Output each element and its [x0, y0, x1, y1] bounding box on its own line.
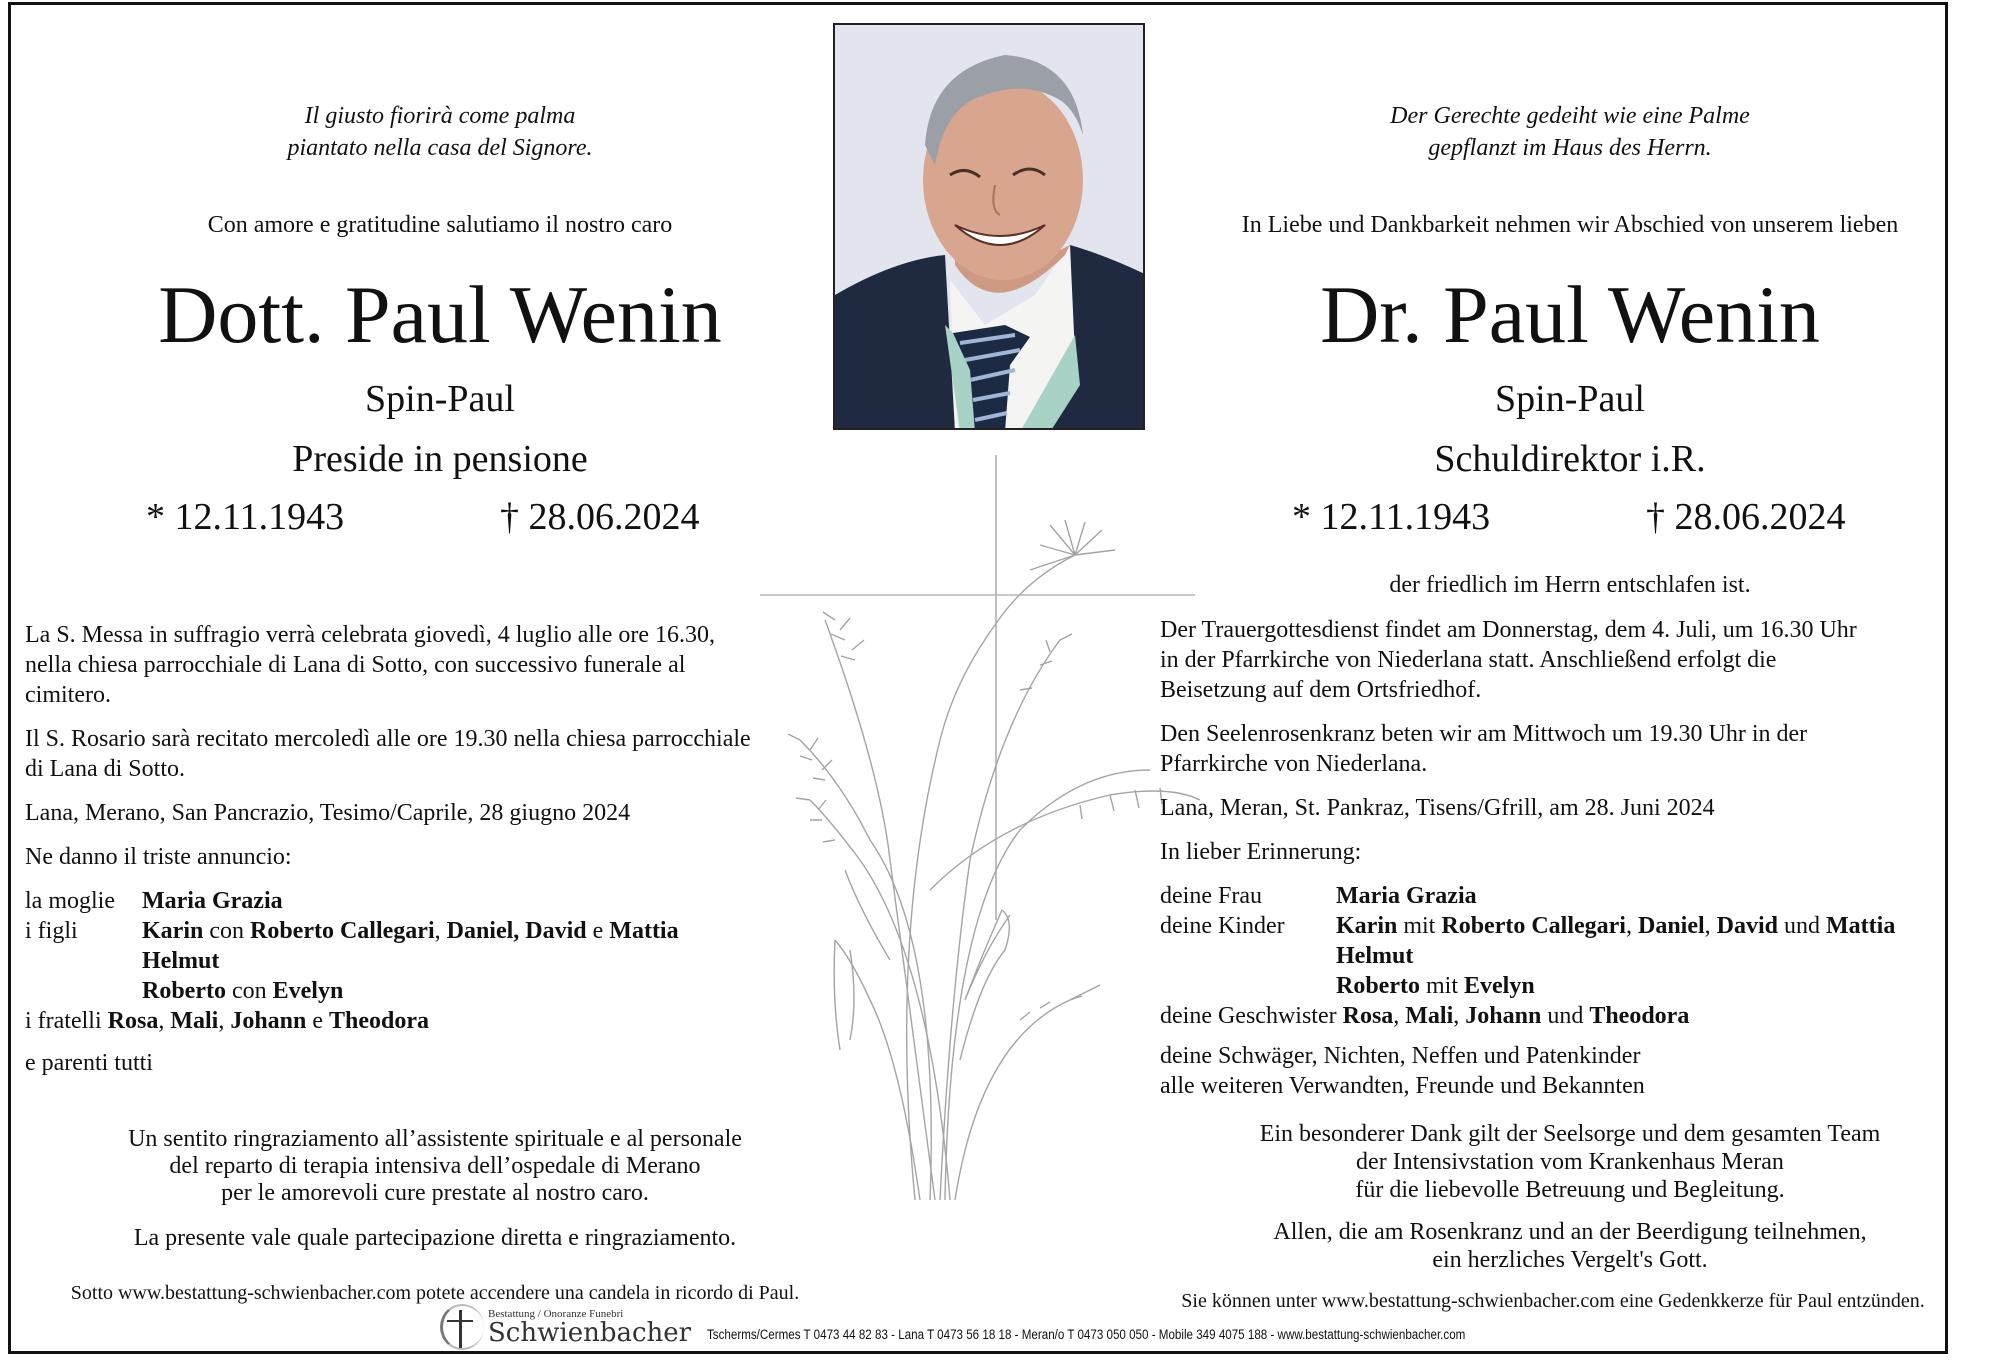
left-family-siblings: [25, 1006, 825, 1036]
family-label: deine Kinder: [1160, 913, 1285, 939]
family-name: Maria Grazia: [1336, 883, 1477, 909]
left-family-list: [25, 886, 825, 1078]
right-candle-link-text: Sie können unter www.bestattung-schwienbacher.com eine Gedenkkerze für Paul entzünden.: [1181, 1290, 1925, 1312]
portrait-image: [835, 25, 1145, 430]
left-nickname: Spin-Paul: [365, 378, 515, 420]
right-family-siblings: [1160, 1001, 1960, 1031]
family-names: deine Geschwister Rosa, Mali, Johann und Theodora: [1160, 1003, 1690, 1029]
family-name: Maria Grazia: [142, 888, 283, 914]
left-quote-line-2: piantato nella casa del Signore.: [287, 135, 593, 161]
right-rosary-line-2: Pfarrkirche von Niederlana.: [1160, 751, 1428, 777]
funeral-home-footer: [440, 1302, 1589, 1352]
right-deceased-name: Dr. Paul Wenin: [1320, 269, 1820, 360]
left-quote-line-1: Il giusto fiorirà come palma: [304, 103, 576, 129]
logo-text: [488, 1309, 691, 1346]
right-quote-line-1: Der Gerechte gedeiht wie eine Palme: [1390, 103, 1750, 129]
right-rosary-info: [1160, 719, 1960, 779]
left-bible-quote: [60, 100, 820, 164]
right-family-children: [1160, 911, 1960, 1001]
right-quote-line-2: gepflanzt im Haus des Herrn.: [1428, 135, 1712, 161]
right-intro: In Liebe und Dankbarkeit nehmen wir Abschied von unserem lieben: [1241, 212, 1899, 238]
right-rosary-line-1: Den Seelenrosenkranz beten wir am Mittwoch um 19.30 Uhr in der: [1160, 721, 1808, 747]
family-label: i figli: [25, 918, 78, 944]
right-gratitude: [1170, 1218, 1970, 1274]
funeral-home-logo: [440, 1304, 691, 1350]
right-gratitude-line-2: ein herzliches Vergelt's Gott.: [1432, 1247, 1708, 1273]
family-names: Karin mit Roberto Callegari, Daniel, David und Mattia Helmut Roberto mit Evelyn: [1336, 913, 1896, 999]
right-gratitude-line-1: Allen, die am Rosenkranz und an der Beerdigung teilnehmen,: [1273, 1219, 1867, 1245]
right-family-inlaws: deine Schwäger, Nichten, Neffen und Patenkinder: [1160, 1043, 1641, 1069]
left-mass-line-1: La S. Messa in suffragio verrà celebrata giovedì, 4 luglio alle ore 16.30,: [25, 622, 716, 648]
right-remembrance: In lieber Erinnerung:: [1160, 839, 1362, 865]
family-label: la moglie: [25, 888, 115, 914]
right-nickname: Spin-Paul: [1495, 378, 1645, 420]
family-label: deine Frau: [1160, 883, 1262, 909]
right-thanks: [1170, 1120, 1970, 1204]
left-thanks-line-3: per le amorevoli cure prestate al nostro caro.: [221, 1180, 649, 1206]
left-birth-date: * 12.11.1943: [146, 496, 345, 538]
left-place-date: Lana, Merano, San Pancrazio, Tesimo/Caprile, 28 giugno 2024: [25, 800, 631, 826]
right-body: [1160, 615, 1960, 1101]
left-mass-info: [25, 620, 825, 710]
left-rosary-info: [25, 724, 825, 784]
left-family-relatives: e parenti tutti: [25, 1050, 153, 1076]
right-role: Schuldirektor i.R.: [1434, 438, 1706, 480]
left-role: Preside in pensione: [292, 438, 588, 480]
left-intro: Con amore e gratitudine salutiamo il nostro caro: [207, 212, 673, 238]
right-service-line-1: Der Trauergottesdienst findet am Donnerstag, dem 4. Juli, um 16.30 Uhr: [1160, 617, 1857, 643]
right-family-wife: [1160, 881, 1960, 911]
right-family-list: [1160, 881, 1960, 1101]
right-bible-quote: [1190, 100, 1950, 164]
right-death-date: † 28.06.2024: [1646, 496, 1846, 538]
right-service-info: [1160, 615, 1960, 705]
right-thanks-line-2: der Intensivstation vom Krankenhaus Meran: [1356, 1149, 1784, 1175]
right-family-others: alle weiteren Verwandten, Freunde und Bekannten: [1160, 1073, 1645, 1099]
left-notice: La presente vale quale partecipazione diretta e ringraziamento.: [133, 1225, 737, 1251]
left-rosary-line-1: Il S. Rosario sarà recitato mercoledì alle ore 19.30 nella chiesa parrocchiale: [25, 726, 751, 752]
left-death-date: † 28.06.2024: [500, 496, 700, 538]
cross-logo-icon: [440, 1304, 484, 1350]
left-body: [25, 620, 825, 1078]
right-birth-date: * 12.11.1943: [1292, 496, 1491, 538]
left-mass-line-3: cimitero.: [25, 682, 111, 708]
left-rosary-line-2: di Lana di Sotto.: [25, 756, 185, 782]
left-candle-link-text: Sotto www.bestattung-schwienbacher.com potete accendere una candela in ricordo di Paul.: [70, 1282, 800, 1304]
right-place-date: Lana, Meran, St. Pankraz, Tisens/Gfrill, am 28. Juni 2024: [1160, 795, 1715, 821]
left-thanks-line-2: del reparto di terapia intensiva dell’ospedale di Merano: [169, 1153, 701, 1179]
logo-title: Schwienbacher: [488, 1317, 692, 1348]
logo-subtitle: Bestattung / Onoranze Funebri: [488, 1307, 624, 1320]
left-thanks-line-1: Un sentito ringraziamento all’assistente spirituale e al personale: [128, 1126, 742, 1152]
right-thanks-line-3: für die liebevolle Betreuung und Begleitung.: [1355, 1177, 1785, 1203]
right-dates: [1150, 494, 2000, 544]
portrait-photo: [833, 23, 1145, 430]
left-thanks: [25, 1126, 845, 1207]
left-dates: [0, 494, 850, 544]
left-deceased-name: Dott. Paul Wenin: [158, 269, 722, 360]
right-thanks-line-1: Ein besonderer Dank gilt der Seelsorge und dem gesamten Team: [1259, 1121, 1881, 1147]
left-family-children: [25, 916, 825, 1006]
family-names: Karin con Roberto Callegari, Daniel, David e Mattia Helmut Roberto con Evelyn: [142, 918, 679, 1004]
right-service-line-2: in der Pfarrkirche von Niederlana statt. Anschließend erfolgt die: [1160, 647, 1777, 673]
left-announce: Ne danno il triste annuncio:: [25, 844, 292, 870]
left-family-wife: [25, 886, 825, 916]
family-names: i fratelli Rosa, Mali, Johann e Theodora: [25, 1008, 430, 1034]
right-passed-away: der friedlich im Herrn entschlafen ist.: [1389, 572, 1751, 598]
left-mass-line-2: nella chiesa parrocchiale di Lana di Sotto, con successivo funerale al: [25, 652, 686, 678]
footer-contacts: Tscherms/Cermes T 0473 44 82 83 - Lana T 0473 56 18 18 - Meran/o T 0473 050 050 - Mobile 349 4075 188 - www.bestattung-schwienbacher.com: [707, 1326, 1466, 1342]
right-service-line-3: Beisetzung auf dem Ortsfriedhof.: [1160, 677, 1482, 703]
